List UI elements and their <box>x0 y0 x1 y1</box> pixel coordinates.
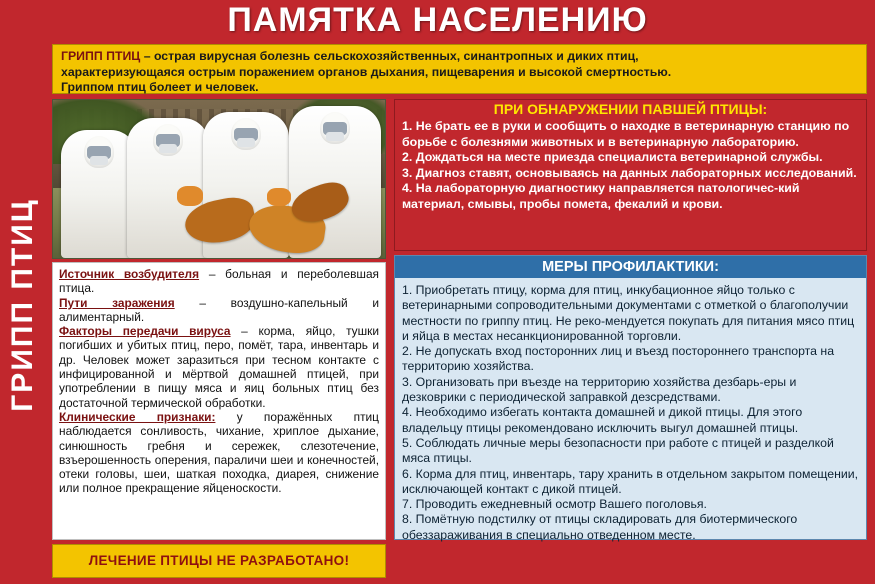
dead-bird-header: ПРИ ОБНАРУЖЕНИИ ПАВШЕЙ ПТИЦЫ: <box>493 101 768 117</box>
definition-box <box>52 44 867 94</box>
info-block-text: – больная и переболевшая птица. <box>59 267 379 296</box>
dead-bird-item: 2. Дождаться на месте приезда специалиста ветеринарной службы. <box>402 150 823 165</box>
prevention-item: 8. Помётную подстилку от птицы складировать для биотермического обеззараживания в специально отведенном месте. <box>402 512 798 542</box>
side-label-text: ГРИПП ПТИЦ <box>6 198 39 412</box>
worker-mask-icon <box>326 132 344 141</box>
dead-bird-section <box>394 99 867 251</box>
poster-title-bar <box>0 0 875 40</box>
side-label-strip <box>0 40 46 584</box>
prevention-item: 1. Приобретать птицу, корма для птиц, инкубационное яйцо только с ветеринарными сопроводительными документами с отметкой о благополучии местности по гриппу птиц. Не реко-мендуется покупать для питания мясо птиц и яйца в местах несанкционированной торговли. <box>402 283 855 343</box>
bottom-banner <box>52 544 386 578</box>
dead-bird-item: 4. На лабораторную диагностику направляется патологичес-кий материал, смывы, пробы помета, фекалий и крови. <box>402 181 800 211</box>
photo-worker <box>61 130 137 258</box>
info-block-lead: Клинические признаки: <box>59 409 216 424</box>
prevention-item: 3. Организовать при въезде на территорию хозяйства дезбарь-еры и дезковрики с периодической заправкой дезсредствами. <box>402 374 797 405</box>
info-block-text: – воздушно-капельный и алиментарный. <box>59 295 379 324</box>
info-block-lead: Факторы передачи вируса <box>59 324 231 339</box>
definition-line-2: характеризующаяся острым поражением органов дыхания, пищеварения и высокой смертностью. <box>61 64 672 79</box>
prevention-section <box>394 255 867 540</box>
info-block <box>59 296 379 325</box>
prevention-item: 7. Проводить ежедневный осмотр Вашего поголовья. <box>402 497 707 512</box>
info-block-text: у поражённых птиц наблюдается сонливость, чихание, хриплое дыхание, синюшность гребня и сережек, слезотечение, взъерошенность оперения, параличи шеи и конечностей, отеки головы, шеи, шаткая походка, диарея, снижение или полное прекращение яйценоскости. <box>59 409 379 496</box>
definition-line-3: Гриппом птиц болеет и человек. <box>61 80 259 94</box>
dead-bird-item: 1. Не брать ее в руки и сообщить о находке в ветеринарную станцию по борьбе с болезнями животных и в ветеринарную лабораторию. <box>402 119 850 149</box>
photo-glove <box>267 188 291 206</box>
definition-line-1 <box>61 49 858 65</box>
worker-mask-icon <box>237 138 255 147</box>
dead-bird-body <box>395 119 866 213</box>
info-block <box>59 267 379 296</box>
definition-tail-1: – острая вирусная болезнь сельскохозяйственных, синантропных и диких птиц, <box>140 49 639 63</box>
prevention-item: 5. Соблюдать личные меры безопасности при работе с птицей и разделкой мяса птицы. <box>402 435 834 466</box>
info-block-lead: Пути заражения <box>59 295 175 310</box>
definition-term: ГРИПП ПТИЦ <box>61 49 141 63</box>
bottom-banner-text: ЛЕЧЕНИЕ ПТИЦЫ НЕ РАЗРАБОТАНО! <box>88 553 350 568</box>
info-block <box>59 410 379 496</box>
dead-bird-item: 3. Диагноз ставят, основываясь на данных лабораторных исследований. <box>402 165 857 180</box>
prevention-item: 6. Корма для птиц, инвентарь, тару хранить в отдельном закрытом помещении, исключающей контакт с дикой птицей. <box>402 466 859 496</box>
worker-mask-icon <box>90 156 108 165</box>
info-block <box>59 324 379 410</box>
photo-glove <box>177 186 203 206</box>
prevention-body <box>395 278 866 543</box>
info-block-lead: Источник возбудителя <box>59 267 200 281</box>
prevention-header: МЕРЫ ПРОФИЛАКТИКИ: <box>395 256 866 278</box>
photo-veterinary-workers <box>52 99 386 259</box>
prevention-item: 2. Не допускать вход посторонних лиц и въезд постороннего транспорта на территорию хозяйства. <box>402 344 835 374</box>
info-block-text: – корма, яйцо, тушки погибших и убитых птиц, перо, помёт, тара, инвентарь и др. Человек может заразиться при тесном контакте с инфицированной и мёртвой домашней птицей, при употреблении в пищу мяса и яиц больных птиц без достаточной термической обработки. <box>59 324 379 410</box>
disease-info-section <box>52 262 386 540</box>
page-title: ПАМЯТКА НАСЕЛЕНИЮ <box>227 1 648 39</box>
prevention-item: 4. Необходимо избегать контакта домашней и дикой птицы. Для этого владельцу птицы рекомендовано исключить выгул домашней птицы. <box>402 405 803 435</box>
worker-mask-icon <box>159 144 177 153</box>
